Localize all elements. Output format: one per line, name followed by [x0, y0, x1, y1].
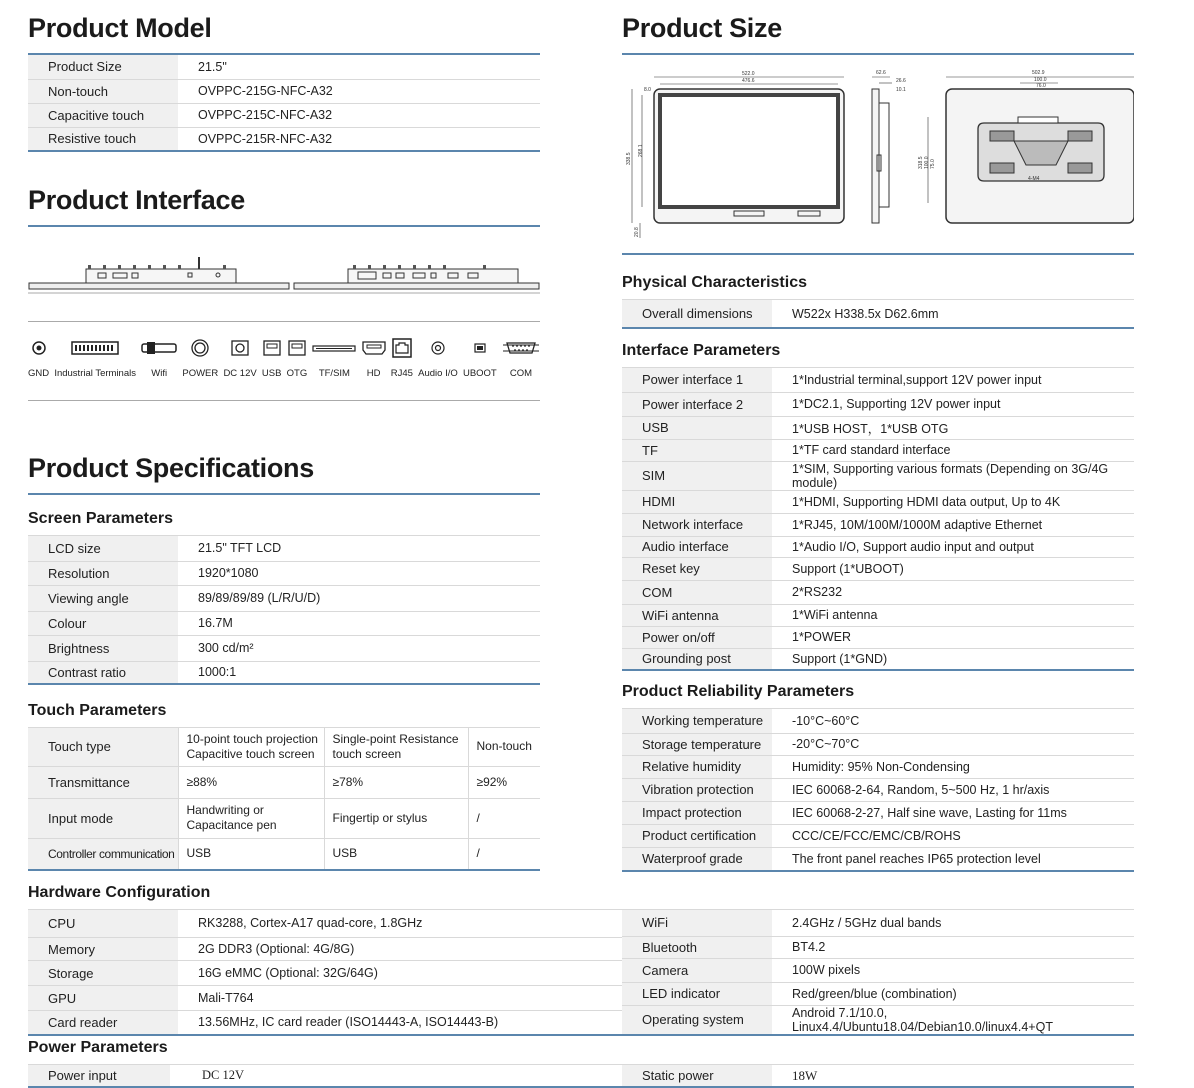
table-row	[622, 982, 1134, 1005]
static-power-value: 18W	[772, 1065, 1134, 1087]
row-label: Reset key	[622, 557, 772, 580]
dim-back-b: 76.0	[1036, 83, 1046, 89]
specs-section	[28, 452, 540, 495]
row-value: 16.7M	[178, 611, 540, 635]
table-row	[28, 536, 540, 561]
row-value: 1000:1	[178, 661, 540, 684]
product-size-bottom-rule	[622, 253, 1134, 255]
reliability-table	[622, 709, 1134, 872]
product-interface-section	[28, 184, 540, 401]
row-label: CPU	[28, 910, 178, 937]
row-label: TF	[622, 439, 772, 461]
table-row	[28, 937, 622, 960]
row-value: IEC 60068-2-27, Half sine wave, Lasting for 11ms	[772, 801, 1134, 824]
table-row	[622, 439, 1134, 461]
row-label: Impact protection	[622, 801, 772, 824]
dimension-drawing	[622, 63, 1134, 238]
row-label: Product certification	[622, 824, 772, 847]
interface-icons-bottom-rule	[28, 400, 540, 401]
row-value: CCC/CE/FCC/EMC/CB/ROHS	[772, 824, 1134, 847]
row-value: 1*HDMI, Supporting HDMI data output, Up to 4K	[772, 490, 1134, 513]
row-value: -10°C~60°C	[772, 709, 1134, 733]
row-value: Android 7.1/10.0, Linux4.4/Ubuntu18.04/Debian10.0/linux4.4+QT	[772, 1005, 1134, 1035]
table-row	[28, 986, 622, 1010]
row-label: Storage	[28, 961, 178, 986]
table-row	[622, 536, 1134, 557]
table-row	[622, 1065, 1134, 1087]
row-label: Viewing angle	[28, 585, 178, 611]
port-tf-sim: TF/SIM	[312, 338, 356, 379]
interface-params-section	[622, 341, 1134, 671]
dim-back-width: 502.9	[1032, 70, 1045, 76]
touch-cell-c3: /	[468, 798, 540, 838]
row-label: Resolution	[28, 561, 178, 585]
table-row	[28, 55, 540, 79]
com-db9-icon	[502, 341, 540, 355]
row-label: Card reader	[28, 1010, 178, 1034]
touch-params-title: Touch Parameters	[28, 702, 167, 719]
port-dc12v: DC 12V	[223, 338, 256, 379]
table-row	[622, 580, 1134, 604]
physical-section	[622, 273, 1134, 329]
dim-front-height: 338.5	[626, 152, 632, 165]
table-row	[622, 1005, 1134, 1035]
row-value: OVPPC-215R-NFC-A32	[178, 127, 540, 151]
row-label: COM	[622, 580, 772, 604]
wifi-antenna-icon	[141, 342, 177, 354]
interface-params-title: Interface Parameters	[622, 342, 781, 359]
product-size-section	[622, 12, 1134, 255]
table-row	[28, 766, 540, 798]
table-row	[622, 490, 1134, 513]
row-value: 2G DDR3 (Optional: 4G/8G)	[178, 937, 622, 960]
dim-side-depth: 62.6	[876, 70, 886, 76]
row-label: Memory	[28, 937, 178, 960]
physical-title: Physical Characteristics	[622, 274, 807, 291]
touch-cell-c3: /	[468, 838, 540, 870]
row-value: Support (1*UBOOT)	[772, 557, 1134, 580]
table-row	[28, 838, 540, 870]
row-value: OVPPC-215G-NFC-A32	[178, 79, 540, 103]
hardware-right-table	[622, 910, 1134, 1036]
touch-cell-c1: 10-point touch projection Capacitive touch screen	[178, 728, 324, 766]
row-value: 300 cd/m²	[178, 635, 540, 661]
dc-jack-icon	[231, 340, 249, 356]
row-label: Product Size	[28, 55, 178, 79]
physical-table	[622, 300, 1134, 329]
row-label: SIM	[622, 461, 772, 490]
touch-cell-c3: ≥92%	[468, 766, 540, 798]
table-row	[622, 513, 1134, 536]
row-label: Operating system	[622, 1005, 772, 1035]
hdmi-icon	[362, 341, 386, 355]
row-value: 21.5" TFT LCD	[178, 536, 540, 561]
usb-icon	[263, 340, 281, 356]
row-value: 2.4GHz / 5GHz dual bands	[772, 910, 1134, 936]
row-value: Support (1*GND)	[772, 648, 1134, 670]
table-row	[28, 661, 540, 684]
row-label: Relative humidity	[622, 755, 772, 778]
uboot-button-icon	[474, 343, 486, 353]
table-row	[622, 801, 1134, 824]
row-value: Mali-T764	[178, 986, 622, 1010]
dim-front-inner: 476.6	[742, 78, 755, 84]
row-label: Controller communication	[28, 838, 178, 870]
port-audio: Audio I/O	[418, 338, 458, 379]
table-row	[28, 611, 540, 635]
row-value: 1*Audio I/O, Support audio input and output	[772, 536, 1134, 557]
row-label: Transmittance	[28, 766, 178, 798]
dim-corner: 8.0	[644, 87, 651, 93]
table-row	[28, 910, 622, 937]
table-row	[28, 728, 540, 766]
row-label: HDMI	[622, 490, 772, 513]
row-label: Brightness	[28, 635, 178, 661]
row-value: RK3288, Cortex-A17 quad-core, 1.8GHz	[178, 910, 622, 937]
touch-params-table	[28, 728, 540, 871]
row-value: BT4.2	[772, 936, 1134, 958]
table-row	[622, 847, 1134, 871]
table-row	[28, 585, 540, 611]
product-interface-rule	[28, 225, 540, 227]
row-label: LCD size	[28, 536, 178, 561]
table-row	[622, 778, 1134, 801]
row-value: The front panel reaches IP65 protection level	[772, 847, 1134, 871]
row-label: Vibration protection	[622, 778, 772, 801]
row-label: Camera	[622, 958, 772, 982]
specs-rule	[28, 493, 540, 495]
table-row	[622, 300, 1134, 328]
row-value: W522x H338.5x D62.6mm	[772, 300, 1134, 328]
table-row	[28, 1010, 622, 1034]
touch-cell-c1: ≥88%	[178, 766, 324, 798]
product-model-table	[28, 55, 540, 152]
table-row	[622, 936, 1134, 958]
product-interface-title: Product Interface	[28, 185, 245, 215]
hardware-section	[28, 883, 1134, 1036]
dim-bezel: 20.8	[634, 227, 640, 237]
row-value: 16G eMMC (Optional: 32G/64G)	[178, 961, 622, 986]
table-row	[28, 79, 540, 103]
table-row	[622, 626, 1134, 648]
table-row	[622, 958, 1134, 982]
row-value: 1*POWER	[772, 626, 1134, 648]
port-industrial-terminals: Industrial Terminals	[54, 338, 136, 379]
row-label: Power on/off	[622, 626, 772, 648]
table-row	[622, 755, 1134, 778]
power-input-label: Power input	[28, 1065, 170, 1087]
table-row	[622, 557, 1134, 580]
row-value: 1*TF card standard interface	[772, 439, 1134, 461]
touch-cell-c2: Single-point Resistance touch screen	[324, 728, 468, 766]
row-label: Bluetooth	[622, 936, 772, 958]
row-value: 1*USB HOST，1*USB OTG	[772, 416, 1134, 439]
row-value: 21.5"	[178, 55, 540, 79]
row-label: LED indicator	[622, 982, 772, 1005]
row-label: WiFi antenna	[622, 604, 772, 626]
interface-params-table	[622, 368, 1134, 671]
row-label: Contrast ratio	[28, 661, 178, 684]
touch-cell-c1: USB	[178, 838, 324, 870]
port-gnd: GND	[28, 338, 49, 379]
table-row	[28, 561, 540, 585]
port-power: POWER	[182, 338, 218, 379]
row-value: 1*Industrial terminal,support 12V power input	[772, 368, 1134, 392]
dim-back-a: 100.0	[1034, 77, 1047, 83]
table-row	[28, 635, 540, 661]
interface-icon-row	[28, 338, 540, 379]
row-label: Power interface 1	[622, 368, 772, 392]
row-label: Non-touch	[28, 79, 178, 103]
row-label: Grounding post	[622, 648, 772, 670]
screen-params-table	[28, 536, 540, 685]
specs-title: Product Specifications	[28, 453, 314, 483]
tf-sim-slot-icon	[312, 343, 356, 353]
table-row	[622, 392, 1134, 416]
row-value: 2*RS232	[772, 580, 1134, 604]
dim-back-h2: 75.0	[930, 159, 936, 169]
hardware-title: Hardware Configuration	[28, 884, 211, 901]
touch-cell-c2: USB	[324, 838, 468, 870]
reliability-section	[622, 682, 1134, 872]
otg-icon	[288, 340, 306, 356]
port-uboot: UBOOT	[463, 338, 497, 379]
industrial-terminal-icon	[71, 341, 119, 355]
row-label: Input mode	[28, 798, 178, 838]
dim-back-h3: 100.0	[924, 156, 930, 169]
port-wifi: Wifi	[141, 338, 177, 379]
screen-params-section	[28, 509, 540, 685]
row-label: Audio interface	[622, 536, 772, 557]
interface-icons-top-rule	[28, 321, 540, 322]
product-model-section	[28, 12, 540, 152]
power-title: Power Parameters	[28, 1039, 168, 1056]
touch-cell-c1: Handwriting or Capacitance pen	[178, 798, 324, 838]
table-row	[28, 961, 622, 986]
row-label: Colour	[28, 611, 178, 635]
row-label: Working temperature	[622, 709, 772, 733]
row-label: Storage temperature	[622, 733, 772, 755]
row-value: 1*RJ45, 10M/100M/1000M adaptive Ethernet	[772, 513, 1134, 536]
hardware-left-table	[28, 910, 622, 1036]
row-label: USB	[622, 416, 772, 439]
row-label: Power interface 2	[622, 392, 772, 416]
dim-side-a: 26.6	[896, 78, 906, 84]
port-hd: HD	[362, 338, 386, 379]
dim-front-width: 522.0	[742, 71, 755, 77]
row-value: -20°C~70°C	[772, 733, 1134, 755]
power-button-icon	[191, 339, 209, 357]
reliability-title: Product Reliability Parameters	[622, 683, 855, 700]
table-row	[28, 127, 540, 151]
table-row	[622, 648, 1134, 670]
table-row	[622, 910, 1134, 936]
port-rj45: RJ45	[391, 338, 413, 379]
product-model-title: Product Model	[28, 13, 212, 43]
touch-params-section	[28, 701, 540, 871]
row-value: 13.56MHz, IC card reader (ISO14443-A, ISO14443-B)	[178, 1010, 622, 1034]
table-row	[28, 1065, 622, 1087]
audio-jack-icon	[430, 340, 446, 356]
row-value: 1*DC2.1, Supporting 12V power input	[772, 392, 1134, 416]
dim-back-h1: 318.5	[918, 156, 924, 169]
row-label: WiFi	[622, 910, 772, 936]
row-value: Humidity: 95% Non-Condensing	[772, 755, 1134, 778]
table-row	[622, 368, 1134, 392]
row-label: Waterproof grade	[622, 847, 772, 871]
row-label: Network interface	[622, 513, 772, 536]
row-value: 89/89/89/89 (L/R/U/D)	[178, 585, 540, 611]
row-value: IEC 60068-2-64, Random, 5~500 Hz, 1 hr/axis	[772, 778, 1134, 801]
power-section	[28, 1038, 1134, 1088]
table-row	[622, 824, 1134, 847]
port-usb: USB	[262, 338, 282, 379]
table-row	[622, 461, 1134, 490]
row-label: Overall dimensions	[622, 300, 772, 328]
row-label: Capacitive touch	[28, 103, 178, 127]
row-value: Red/green/blue (combination)	[772, 982, 1134, 1005]
table-row	[622, 709, 1134, 733]
dim-front-inner-h: 268.1	[638, 144, 644, 157]
port-com: COM	[502, 338, 540, 379]
power-input-value: DC 12V	[170, 1065, 622, 1087]
touch-cell-c3: Non-touch	[468, 728, 540, 766]
row-value: 1*WiFi antenna	[772, 604, 1134, 626]
row-value: 1*SIM, Supporting various formats (Depending on 3G/4G module)	[772, 461, 1134, 490]
table-row	[622, 604, 1134, 626]
row-value: OVPPC-215C-NFC-A32	[178, 103, 540, 127]
screen-params-title: Screen Parameters	[28, 510, 173, 527]
port-otg: OTG	[287, 338, 308, 379]
gnd-icon	[31, 340, 47, 356]
table-row	[622, 733, 1134, 755]
table-row	[622, 416, 1134, 439]
touch-cell-c2: ≥78%	[324, 766, 468, 798]
static-power-label: Static power	[622, 1065, 772, 1087]
dim-side-b: 10.1	[896, 87, 906, 93]
power-left-table	[28, 1065, 622, 1088]
product-size-title: Product Size	[622, 13, 782, 43]
table-row	[28, 103, 540, 127]
touch-cell-c2: Fingertip or stylus	[324, 798, 468, 838]
product-size-rule	[622, 53, 1134, 55]
table-row	[28, 798, 540, 838]
row-label: Resistive touch	[28, 127, 178, 151]
interface-profile-drawing	[28, 253, 540, 303]
row-value: 1920*1080	[178, 561, 540, 585]
row-label: GPU	[28, 986, 178, 1010]
dim-vesa: 4-M4	[1028, 176, 1040, 182]
row-value: 100W pixels	[772, 958, 1134, 982]
power-right-table	[622, 1065, 1134, 1088]
row-label: Touch type	[28, 728, 178, 766]
rj45-icon	[392, 338, 412, 358]
